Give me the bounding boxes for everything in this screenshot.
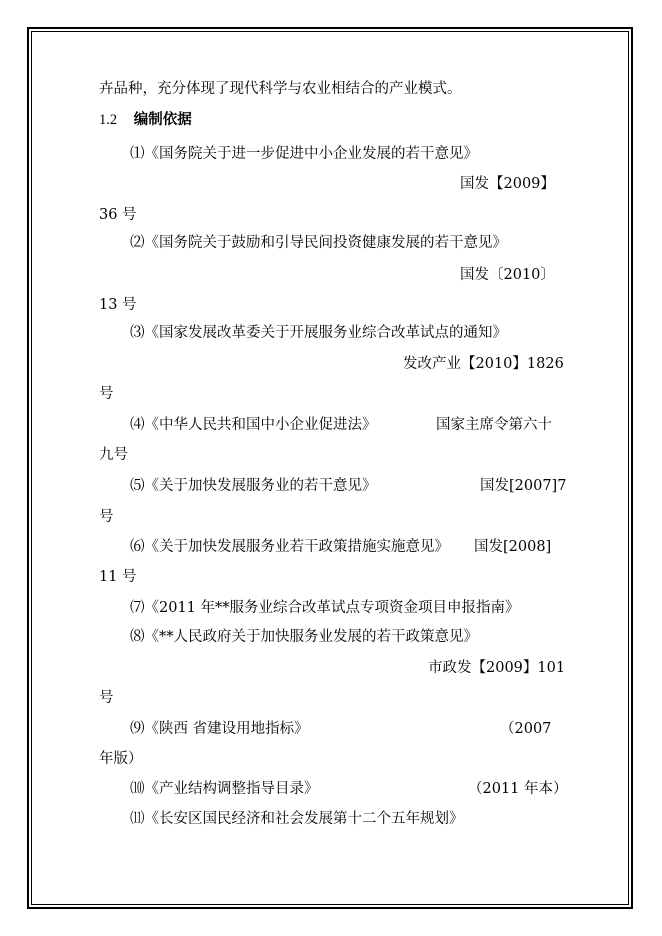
- reference-item: [130, 720, 309, 738]
- reference-issuer: 国发[2008]: [474, 539, 552, 555]
- reference-issuer: 发改产业【2010】1826: [403, 356, 564, 372]
- reference-item: [130, 145, 478, 163]
- section-heading: [99, 111, 192, 129]
- reference-item: [130, 324, 507, 342]
- reference-item: [130, 416, 377, 434]
- reference-item: [130, 628, 478, 646]
- reference-item: [130, 234, 507, 252]
- reference-item: [130, 538, 449, 556]
- reference-label: ⑷: [130, 417, 145, 433]
- reference-label: ⑴: [130, 146, 145, 162]
- reference-tail: 13 号: [99, 297, 137, 313]
- reference-label: ⑹: [130, 539, 145, 555]
- reference-tail: 年版）: [99, 751, 143, 767]
- reference-label: ⑽: [130, 781, 145, 797]
- reference-item: [130, 477, 377, 495]
- reference-issuer: 国家主席令第六十: [436, 417, 552, 433]
- reference-tail: 号: [99, 386, 114, 402]
- reference-issuer: （2011 年本）: [468, 781, 568, 797]
- reference-label: ⑾: [130, 811, 145, 827]
- intro-line: 卉品种，充分体现了现代科学与农业相结合的产业模式。: [99, 81, 462, 97]
- reference-tail: 九号: [99, 447, 128, 463]
- reference-title: 《关于加快发展服务业若干政策措施实施意见》: [144, 539, 449, 555]
- reference-issuer: 市政发【2009】101: [428, 660, 566, 676]
- reference-title: 《国务院关于鼓励和引导民间投资健康发展的若干意见》: [144, 235, 507, 251]
- reference-issuer: 国发【2009】: [460, 176, 555, 192]
- reference-item: [130, 780, 319, 798]
- reference-label: ⑶: [130, 325, 145, 341]
- reference-title: 《陕西 省建设用地指标》: [144, 721, 309, 737]
- reference-issuer: （2007: [500, 721, 552, 737]
- reference-title: 《2011 年**服务业综合改革试点专项资金项目申报指南》: [144, 600, 520, 616]
- section-number: 1.2: [99, 112, 118, 128]
- reference-item: [130, 599, 520, 617]
- reference-item: [130, 810, 464, 828]
- reference-tail: 36 号: [99, 207, 137, 223]
- reference-issuer: 国发[2007]7: [480, 478, 567, 494]
- reference-label: ⑻: [130, 629, 145, 645]
- reference-tail: 号: [99, 509, 114, 525]
- reference-label: ⑺: [130, 600, 145, 616]
- reference-tail: 号: [99, 690, 114, 706]
- reference-title: 《产业结构调整指导目录》: [144, 781, 319, 797]
- reference-label: ⑼: [130, 721, 145, 737]
- reference-label: ⑸: [130, 478, 145, 494]
- reference-title: 《**人民政府关于加快服务业发展的若干政策意见》: [144, 629, 478, 645]
- section-title: 编制依据: [133, 111, 192, 128]
- reference-title: 《国家发展改革委关于开展服务业综合改革试点的通知》: [144, 325, 507, 341]
- reference-tail: 11 号: [99, 569, 137, 585]
- reference-issuer: 国发〔2010〕: [460, 267, 555, 283]
- reference-title: 《国务院关于进一步促进中小企业发展的若干意见》: [144, 146, 478, 162]
- reference-label: ⑵: [130, 235, 145, 251]
- reference-title: 《长安区国民经济和社会发展第十二个五年规划》: [144, 811, 464, 827]
- reference-title: 《关于加快发展服务业的若干意见》: [144, 478, 377, 494]
- reference-title: 《中华人民共和国中小企业促进法》: [144, 417, 377, 433]
